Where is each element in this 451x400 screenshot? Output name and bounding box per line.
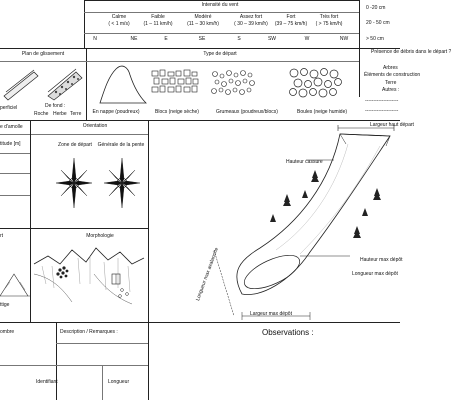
wind-class-range: (39 – 75 km/h) — [274, 21, 308, 27]
bottom-left-label: ombre — [0, 329, 15, 335]
sliding-plane-label: De fond : — [45, 103, 66, 109]
compass-rose-icon[interactable] — [56, 158, 92, 208]
divider — [0, 134, 148, 135]
wind-class-name: Fort — [286, 14, 296, 20]
wind-title: Intensité du vent — [201, 2, 239, 8]
altitude-label: titude [m] — [0, 141, 21, 147]
divider — [0, 195, 30, 196]
top-width-label: Largeur haut départ — [370, 122, 414, 128]
presence-item: Arbres — [383, 65, 398, 71]
slope-profile-illustration — [0, 244, 30, 300]
generale-pente-label: Générale de la pente — [97, 142, 145, 148]
depth-value: 0 -20 cm — [366, 5, 386, 11]
zone-depart-label: Zone de départ — [58, 142, 92, 148]
presence-item: -------------------- — [365, 98, 399, 104]
wind-class-range: ( < 1 m/s) — [108, 21, 130, 27]
depth-value: 20 - 50 cm — [366, 20, 390, 26]
divider — [84, 12, 359, 13]
divider — [56, 343, 148, 344]
presence-title: Présence de débris dans le départ ? — [371, 49, 451, 55]
longueur-label: Longueur — [108, 379, 130, 385]
divider — [102, 365, 103, 400]
identifiant-label: Identifiant — [36, 379, 58, 385]
departure-type-illustrations — [90, 63, 358, 107]
morphology-left-label: rt — [0, 233, 4, 239]
departure-type-label: En nappe (poudreux) — [92, 109, 140, 115]
wind-class-name: Modéré — [194, 14, 212, 20]
morphology-title: Morphologie — [86, 233, 114, 239]
divider — [56, 322, 57, 400]
length-label: Longueur max dépôt — [352, 271, 398, 277]
divider — [0, 61, 86, 62]
wind-direction: S — [237, 36, 241, 42]
wind-direction: SW — [267, 36, 277, 42]
divider — [0, 120, 400, 121]
wind-class-range: ( > 75 km/h) — [315, 21, 343, 27]
presence-item: Autres : — [382, 87, 400, 93]
divider — [148, 322, 149, 400]
description-label: Description / Remarques : — [60, 329, 118, 335]
observations-area[interactable] — [150, 340, 398, 398]
divider — [0, 322, 400, 323]
departure-type-label: Blocs (neige sèche) — [155, 109, 199, 115]
avalanche-path-diagram — [150, 122, 400, 320]
divider — [0, 173, 30, 174]
morphology-illustration — [32, 244, 146, 318]
presence-item: Éléments de construction — [364, 72, 421, 78]
wind-direction: NE — [130, 36, 138, 42]
wind-direction: W — [304, 36, 310, 42]
orientation-left-label: e d'amolle — [0, 124, 23, 130]
divider — [0, 365, 148, 366]
divider — [86, 61, 359, 62]
presence-item: -------------------- — [365, 108, 399, 114]
crown-height-label: Hauteur cassure — [286, 159, 323, 165]
sliding-plane-label: Roche — [34, 111, 49, 117]
sliding-plane-label: perficiel — [0, 105, 18, 111]
divider — [0, 48, 400, 49]
departure-type-label: Grumeaux (poudreux/blocs) — [216, 109, 278, 115]
wind-direction: E — [164, 36, 168, 42]
wind-class-range: (1 – 11 km/h) — [143, 21, 173, 27]
wind-class-name: Calme — [111, 14, 127, 20]
presence-item: Terre — [385, 80, 397, 86]
wind-class-range: (11 – 30 km/h) — [187, 21, 219, 27]
divider — [30, 120, 31, 323]
departure-type-label: Boules (neige humide) — [296, 109, 348, 115]
wind-class-name: Faible — [151, 14, 165, 20]
divider — [84, 33, 359, 34]
deposit-width-label: Largeur max dépôt — [250, 311, 292, 317]
morphology-left-bottom-label: ttige — [0, 302, 10, 308]
wind-direction: N — [93, 36, 97, 42]
sliding-plane-illustration — [4, 66, 84, 100]
deposit-height-label: Hauteur max dépôt — [360, 257, 403, 263]
divider — [148, 120, 149, 323]
depth-value: > 50 cm — [366, 36, 384, 42]
sliding-plane-label: Herbe — [53, 111, 67, 117]
divider — [0, 228, 148, 229]
departure-type-title: Type de départ — [203, 51, 237, 57]
wind-class-name: Très fort — [319, 14, 339, 20]
compass-rose-icon[interactable] — [104, 158, 140, 208]
observations-label: Observations : — [262, 328, 314, 337]
wind-class-name: Assez fort — [239, 14, 263, 20]
path-label: Longueur max avalanche — [195, 246, 220, 302]
wind-direction: SE — [198, 36, 206, 42]
sliding-plane-title: Plan de glissement — [21, 51, 65, 57]
divider — [84, 0, 85, 48]
orientation-title: Orientation — [82, 123, 108, 129]
top-border — [84, 0, 359, 1]
divider — [0, 153, 30, 154]
wind-class-range: ( 30 – 39 km/h) — [234, 21, 268, 27]
wind-direction: NW — [339, 36, 349, 42]
sliding-plane-label: Terre — [70, 111, 82, 117]
